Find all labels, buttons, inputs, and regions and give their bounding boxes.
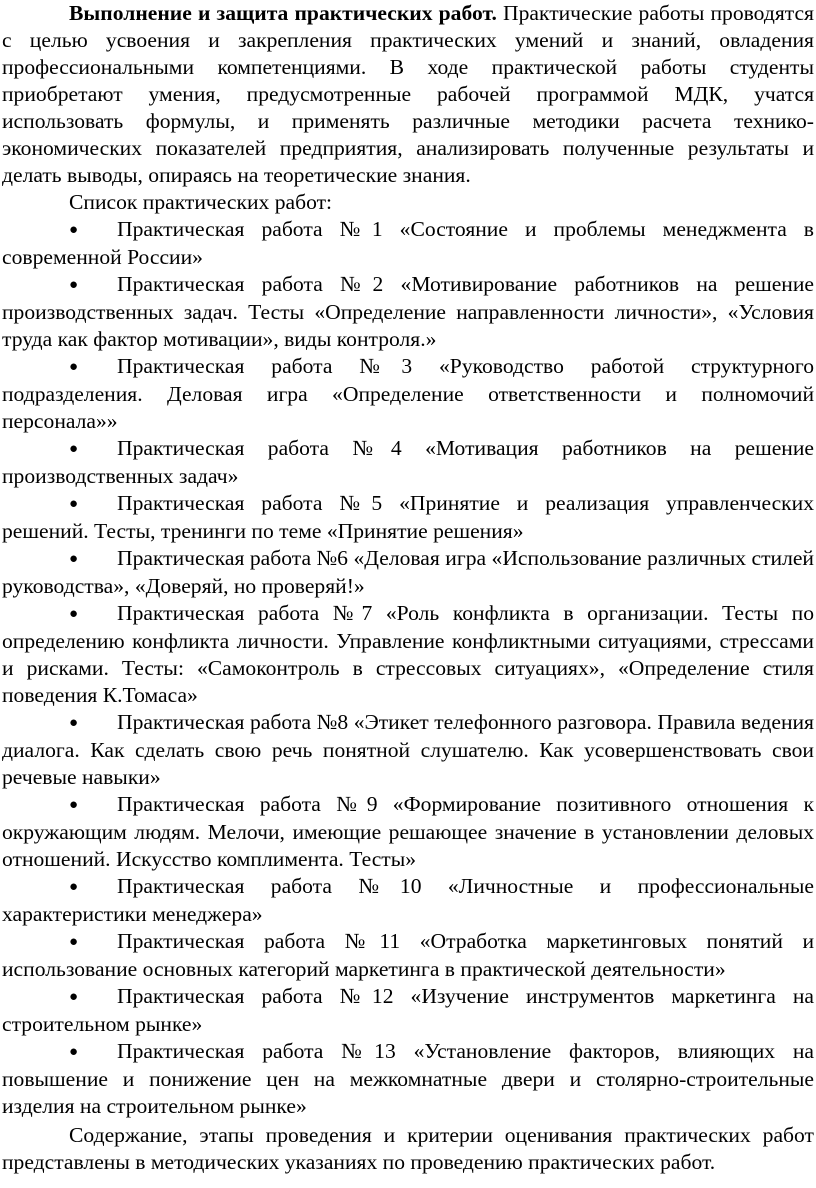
bullet-icon: ● — [69, 496, 79, 512]
bullet-icon: ● — [69, 715, 79, 731]
bullet-icon: ● — [69, 934, 79, 950]
list-item — [2, 271, 814, 353]
list-title: Список практических работ: — [69, 190, 333, 214]
intro-text: Практические работы проводятся с целью усвоения и закрепления практических умений и знаний, овладения профессиональными компетенциями. В ходе практической работы студенты приобретают умения, предусмотренные рабочей программой МДК, учатся использовать формулы, и применять различные методики расчета технико-экономических показателей предприятия, анализировать полученные результаты и делать выводы, опираясь на теоретические знания. — [2, 1, 814, 187]
intro-heading: Выполнение и защита практических работ. — [69, 1, 497, 25]
bullet-icon: ● — [69, 989, 79, 1005]
work-text: Практическая работа №13 «Установление факторов, влияющих на повышение и понижение цен на межкомнатные двери и столярно-строительные изделия на строительном рынке» — [2, 1039, 814, 1118]
work-text: Практическая работа №8 «Этикет телефонного разговора. Правила ведения диалога. Как сделать свою речь понятной слушателю. Как усовершенствовать свои речевые навыки» — [2, 710, 814, 789]
work-text: Практическая работа №6 «Деловая игра «Использование различных стилей руководства», «Доверяй, но проверяй!» — [2, 546, 814, 598]
list-item — [2, 216, 814, 271]
list-item — [2, 791, 814, 873]
work-text: Практическая работа №3 «Руководство работой структурного подразделения. Деловая игра «Определение ответственности и полномочий персонала»» — [2, 354, 814, 433]
bullet-icon: ● — [69, 359, 79, 375]
bullet-icon: ● — [69, 222, 79, 238]
work-text: Практическая работа №1 «Состояние и проблемы менеджмента в современной России» — [2, 217, 814, 269]
work-text: Практическая работа №9 «Формирование позитивного отношения к окружающим людям. Мелочи, имеющие решающее значение в установлении деловых отношений. Искусство комплимента. Тесты» — [2, 792, 814, 871]
list-item — [2, 983, 814, 1038]
bullet-icon: ● — [69, 277, 79, 293]
practical-works-list — [2, 216, 814, 1120]
bullet-icon: ● — [69, 1044, 79, 1060]
list-item — [2, 1038, 814, 1120]
bullet-icon: ● — [69, 606, 79, 622]
list-item — [2, 600, 814, 709]
work-text: Практическая работа №11 «Отработка маркетинговых понятий и использование основных категорий маркетинга в практической деятельности» — [2, 929, 814, 981]
intro-paragraph — [2, 0, 814, 189]
work-text: Практическая работа №4 «Мотивация работников на решение производственных задач» — [2, 436, 814, 488]
list-item — [2, 490, 814, 545]
work-text: Практическая работа №10 «Личностные и профессиональные характеристики менеджера» — [2, 874, 814, 926]
closing-paragraph: Содержание, этапы проведения и критерии оценивания практических работ представлены в методических указаниях по проведению практических работ. — [2, 1123, 814, 1174]
bullet-icon: ● — [69, 551, 79, 567]
work-text: Практическая работа №7 «Роль конфликта в организации. Тесты по определению конфликта личности. Управление конфликтными ситуациями, стрессами и рисками. Тесты: «Самоконтроль в стрессовых ситуациях», «Определение стиля поведения К.Томаса» — [2, 601, 814, 707]
work-text: Практическая работа №12 «Изучение инструментов маркетинга на строительном рынке» — [2, 984, 814, 1036]
list-item — [2, 545, 814, 600]
list-item — [2, 928, 814, 983]
list-item — [2, 435, 814, 490]
list-item — [2, 709, 814, 791]
bullet-icon: ● — [69, 441, 79, 457]
list-item — [2, 873, 814, 928]
list-item — [2, 353, 814, 435]
bullet-icon: ● — [69, 797, 79, 813]
bullet-icon: ● — [69, 879, 79, 895]
work-text: Практическая работа №5 «Принятие и реализация управленческих решений. Тесты, тренинги по теме «Принятие решения» — [2, 491, 814, 543]
work-text: Практическая работа №2 «Мотивирование работников на решение производственных задач. Тесты «Определение направленности личности», «Условия труда как фактор мотивации», виды контроля.» — [2, 272, 814, 351]
